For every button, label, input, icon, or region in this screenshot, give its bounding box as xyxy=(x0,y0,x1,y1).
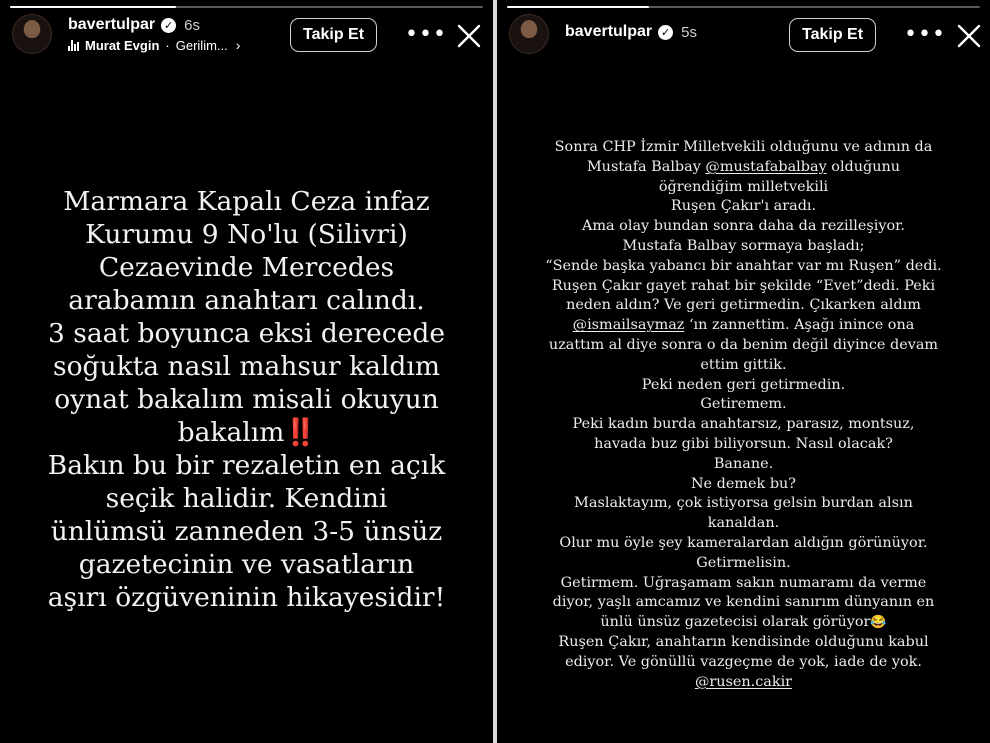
story-text-line: Marmara Kapalı Ceza infaz xyxy=(63,186,430,217)
story-text-line: aşırı özgüveninin hikayesidir! xyxy=(47,582,446,613)
verified-badge-icon: ✓ xyxy=(658,25,673,40)
story-text-line: neden aldın? Ve geri getirmedin. Çıkarken aldım xyxy=(566,297,921,314)
story-text-line: diyor, yaşlı amcamız ve kendini sanırım dünyanın en xyxy=(552,594,935,611)
story-text-line: Banane. xyxy=(713,455,774,472)
story-text-line: uzattım al diye sonra o da benim değil diyince devam xyxy=(548,336,939,353)
close-icon[interactable] xyxy=(455,22,483,50)
story-text-line: Bakın bu bir rezaletin en açık xyxy=(47,450,446,481)
story-text-line xyxy=(505,316,982,336)
username-row xyxy=(565,23,697,41)
story-text-line: Ne demek bu? xyxy=(690,475,797,492)
music-track: Gerilim... xyxy=(175,37,228,53)
story-text-line: ediyor. Ve gönüllü vazgeçme de yok, iade de yok. xyxy=(565,653,922,670)
story-header xyxy=(509,12,980,60)
story-text-fragment: ünlü ünsüz gazetecisi olarak görüyor xyxy=(600,614,871,631)
follow-button[interactable]: Takip Et xyxy=(789,18,876,52)
story-text-line: 3 saat boyunca eksi derecede xyxy=(47,318,446,349)
avatar[interactable] xyxy=(12,14,52,54)
more-options-icon[interactable]: ••• xyxy=(904,22,946,47)
story-text-line: Ruşen Çakır'ı aradı. xyxy=(670,198,817,215)
story-text-line: Getirmem. Uğraşamam sakın numaramı da verme xyxy=(560,574,927,591)
story-text-line: öğrendiğim milletvekili xyxy=(658,178,829,195)
mention-link[interactable]: @ismailsaymaz xyxy=(572,317,685,334)
story-text-line: Olur mu öyle şey kameralardan aldığın görünüyor. xyxy=(559,534,928,551)
username-row xyxy=(68,16,200,34)
story-text-line: Kurumu 9 No'lu (Silivri) xyxy=(85,219,408,250)
story-text-line: Peki neden geri getirmedin. xyxy=(641,376,846,393)
progress-bar xyxy=(507,6,980,8)
story-text-line: Getiremem. xyxy=(700,396,787,413)
story-text-line-with-emoji xyxy=(10,416,483,449)
story-text-line: seçik halidir. Kendini xyxy=(105,483,388,514)
story-text-line: Getirmelisin. xyxy=(696,554,791,571)
verified-badge-icon: ✓ xyxy=(161,18,176,33)
avatar[interactable] xyxy=(509,14,549,54)
mention-link[interactable]: @rusen.cakir xyxy=(694,673,793,690)
story-text-fragment: olduğunu xyxy=(826,158,901,175)
story-text-line: Ruşen Çakır, anahtarın kendisinde olduğunu kabul xyxy=(558,633,929,650)
username[interactable]: bavertulpar xyxy=(565,23,653,40)
mention-link[interactable]: @mustafabalbay xyxy=(705,158,827,175)
username[interactable]: bavertulpar xyxy=(68,16,156,33)
story-right[interactable] xyxy=(497,0,990,743)
story-text-line: ettim gittik. xyxy=(700,356,787,373)
story-text-line: Peki kadın burda anahtarsız, parasız, montsuz, xyxy=(572,416,915,433)
story-text-line: Ama olay bundan sonra daha da rezilleşiyor. xyxy=(581,218,905,235)
story-text-line: oynat bakalım misali okuyun xyxy=(54,384,439,415)
story-left[interactable] xyxy=(0,0,493,743)
story-text-fragment: bakalım xyxy=(177,417,285,448)
post-time: 5s xyxy=(681,23,697,41)
story-text-line: Maslaktayım, çok istiyorsa gelsin burdan alsın xyxy=(574,495,913,512)
story-text-line xyxy=(505,158,982,178)
chevron-right-icon: › xyxy=(235,37,241,53)
story-text-line: Mustafa Balbay sormaya başladı; xyxy=(622,237,865,254)
story-text-line: Ruşen Çakır gayet rahat bir şekilde “Evet”dedi. Peki xyxy=(551,277,936,294)
story-text-line xyxy=(505,673,982,693)
laughing-emoji-icon: 😂 xyxy=(870,615,887,631)
music-artist: Murat Evgin xyxy=(85,37,160,53)
double-exclamation-icon: ‼️ xyxy=(284,417,316,448)
story-text-fragment: ‘ın zannettim. Aşağı inince ona xyxy=(684,317,915,334)
story-text-line: ünlümsü zanneden 3-5 ünsüz xyxy=(50,516,443,547)
story-header xyxy=(12,12,483,60)
music-separator: · xyxy=(165,37,170,53)
story-text-fragment: Mustafa Balbay xyxy=(586,158,706,175)
story-text-line: Sonra CHP İzmir Milletvekili olduğunu ve adının da xyxy=(554,139,933,155)
story-text-line: havada buz gibi biliyorsun. Nasıl olacak? xyxy=(594,435,893,452)
more-options-icon[interactable]: ••• xyxy=(405,22,447,47)
story-text-line: Cezaevinde Mercedes xyxy=(98,252,395,283)
story-text-line: arabamın anahtarı calındı. xyxy=(68,285,425,316)
story-text-line: kanaldan. xyxy=(707,515,780,532)
music-bars-icon xyxy=(68,40,79,51)
music-attribution[interactable] xyxy=(68,37,240,53)
progress-fill xyxy=(507,6,649,8)
story-text-line: “Sende başka yabancı bir anahtar var mı Ruşen” dedi. xyxy=(545,257,942,274)
story-text-line xyxy=(505,613,982,633)
progress-fill xyxy=(10,6,176,8)
story-text xyxy=(10,185,483,614)
follow-button[interactable]: Takip Et xyxy=(290,18,377,52)
story-text-line: soğukta nasıl mahsur kaldım xyxy=(52,351,440,382)
story-text xyxy=(505,138,982,692)
progress-bar xyxy=(10,6,483,8)
close-icon[interactable] xyxy=(955,22,983,50)
post-time: 6s xyxy=(184,16,200,34)
story-text-line: gazetecinin ve vasatların xyxy=(78,549,415,580)
